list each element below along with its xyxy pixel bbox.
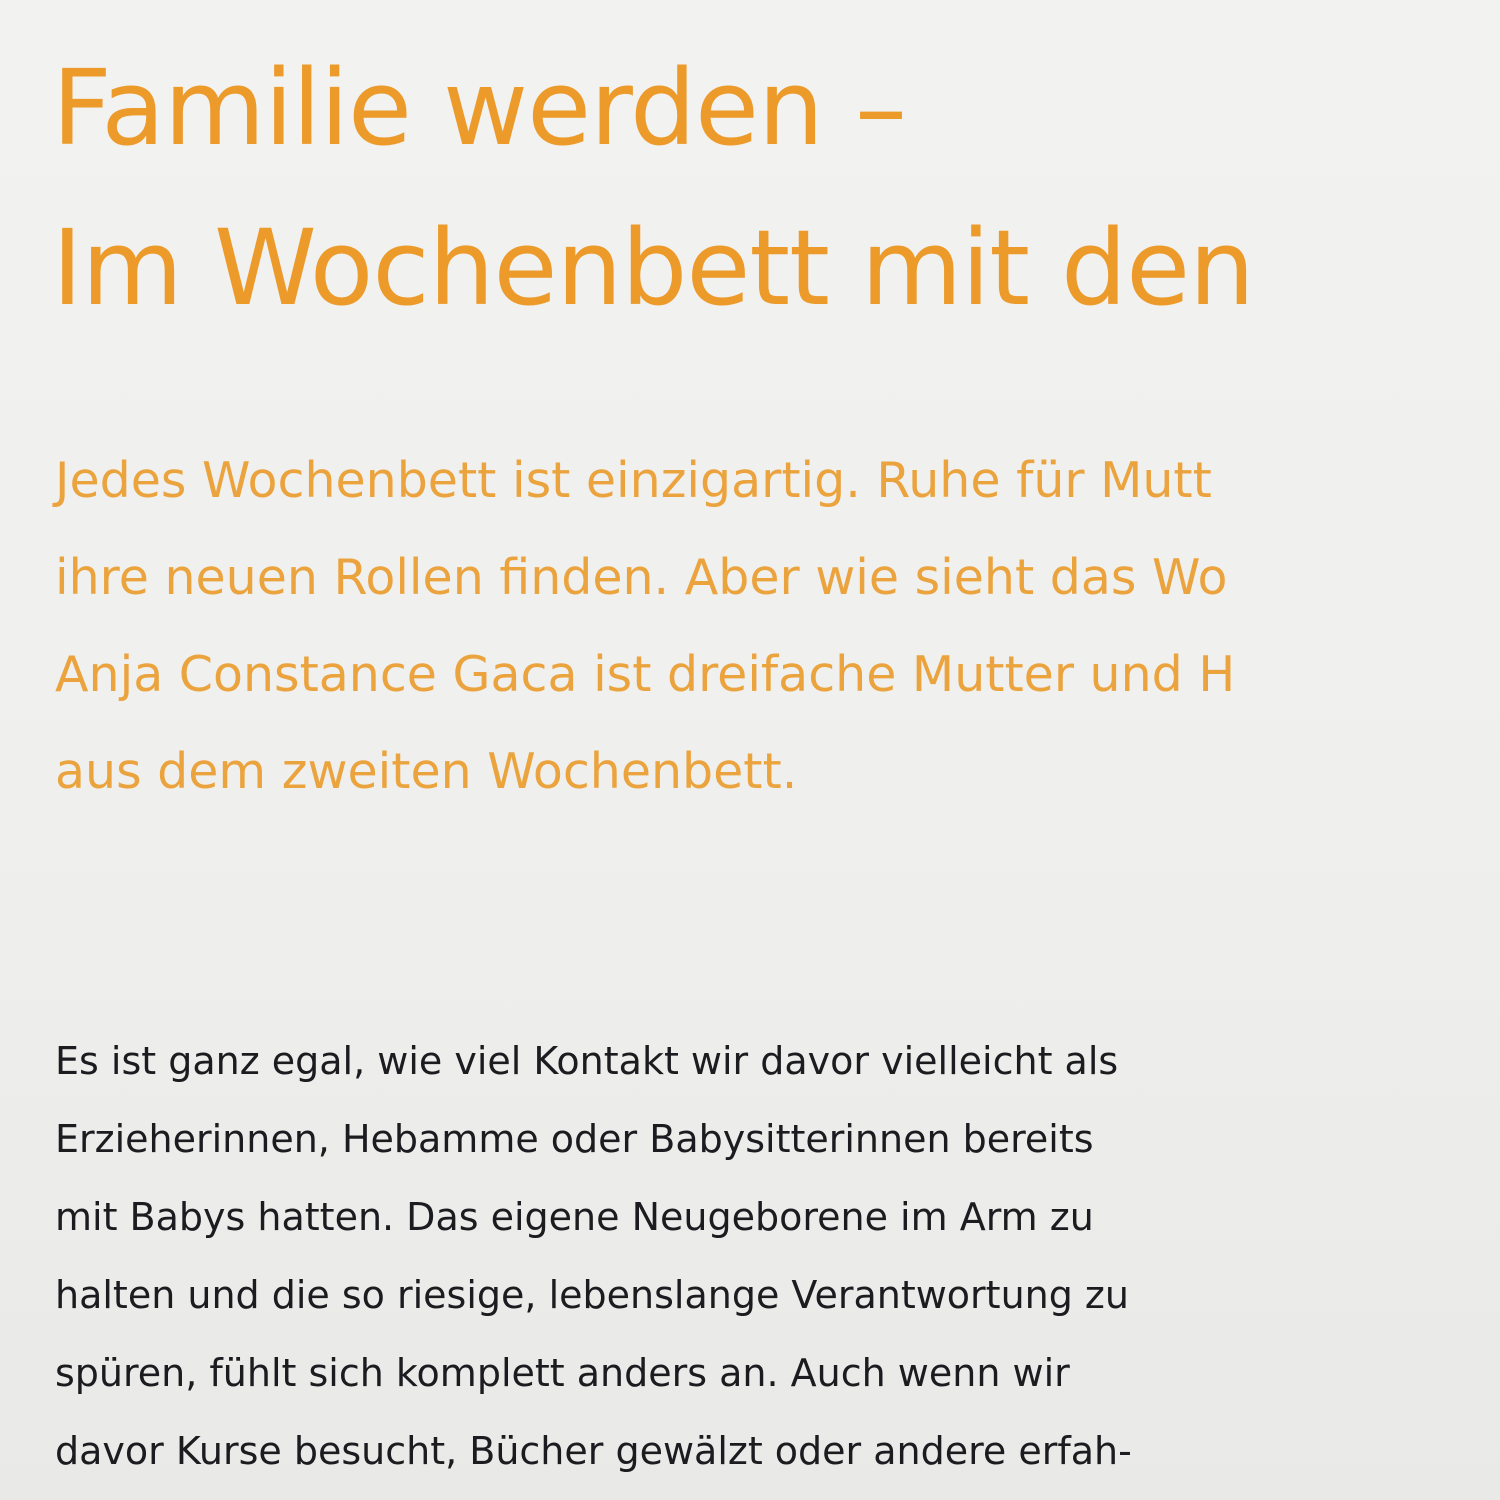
body-line: mit Babys hatten. Das eigene Neugeborene im Arm zu [55,1195,1094,1239]
title-line: Im Wochenbett mit den [52,207,1254,329]
body-line: davor Kurse besucht, Bücher gewälzt oder andere erfah- [55,1429,1132,1473]
intro-line: ihre neuen Rollen finden. Aber wie sieht das Wo [55,549,1228,606]
intro-line: aus dem zweiten Wochenbett. [55,743,798,800]
body-line: Es ist ganz egal, wie viel Kontakt wir davor vielleicht als [55,1039,1119,1083]
title-line: Familie werden – [52,47,906,169]
body-line: halten und die so riesige, lebenslange Verantwortung zu [55,1273,1129,1317]
intro-line: Anja Constance Gaca ist dreifache Mutter und H [55,646,1236,703]
article-body [55,1022,1132,1490]
intro-line: Jedes Wochenbett ist einzigartig. Ruhe für Mutt [55,452,1212,509]
body-line: spüren, fühlt sich komplett anders an. Auch wenn wir [55,1351,1070,1395]
article-intro [55,432,1235,820]
article-title [52,28,1254,348]
body-line: Erzieherinnen, Hebamme oder Babysitterinnen bereits [55,1117,1094,1161]
